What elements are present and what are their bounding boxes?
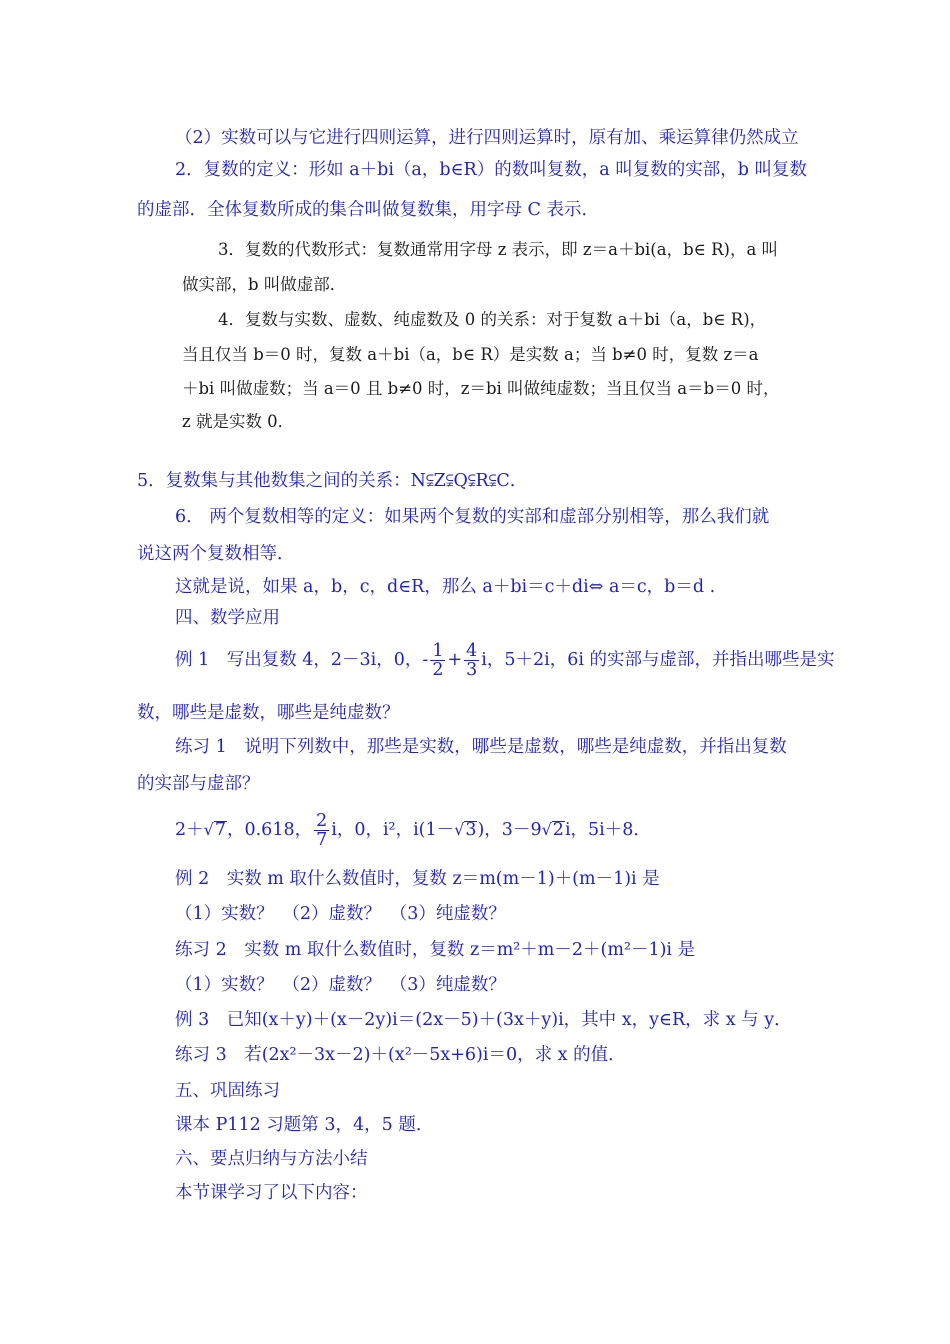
text-line: 3．复数的代数形式：复数通常用字母 z 表示，即 z＝a＋bi(a，b∈ R)，a 叫 xyxy=(218,240,779,259)
text-line: 做实部，b 叫做虚部． xyxy=(182,275,347,294)
exercise-1-numbers xyxy=(175,808,651,852)
text-line: 练习 2 实数 m 取什么数值时，复数 z＝m²＋m－2＋(m²－1)i 是 xyxy=(175,940,696,960)
text-line: 练习 3 若(2x²－3x－2)＋(x²－5x+6)i＝0，求 x 的值． xyxy=(175,1045,626,1065)
fraction-numerator: 4 xyxy=(466,641,478,661)
example-1 xyxy=(175,638,835,682)
sqrt-radicand: 7 xyxy=(214,820,226,840)
text-line: 课本 P112 习题第 3，4，5 题． xyxy=(175,1115,434,1135)
sqrt-radicand: 2 xyxy=(552,820,564,840)
text-run: ，0.618， xyxy=(226,820,313,840)
fraction-numerator: 2 xyxy=(316,811,328,831)
fraction-denominator: 2 xyxy=(432,660,444,680)
section-heading: 五、巩固练习 xyxy=(175,1081,280,1101)
fraction xyxy=(314,812,329,849)
text-line: 练习 1 说明下列数中，那些是实数，哪些是虚数，哪些是纯虚数，并指出复数 xyxy=(175,737,787,757)
text-run: 2＋ xyxy=(175,820,204,840)
sqrt-sign: √ xyxy=(454,820,465,839)
text-line: 这就是说，如果 a，b，c，d∈R，那么 a＋bi＝c＋di⇔ a＝c，b＝d . xyxy=(175,577,716,597)
text-run: 例 1 写出复数 4，2－3i，0，- xyxy=(175,650,429,670)
sqrt-sign: √ xyxy=(541,820,552,839)
sqrt-sign: √ xyxy=(203,820,214,839)
text-line: 4．复数与实数、虚数、纯虚数及 0 的关系：对于复数 a＋bi（a，b∈ R)， xyxy=(218,310,767,329)
text-run: i，0，i²，i(1－ xyxy=(331,820,455,840)
fraction-numerator: 1 xyxy=(432,641,444,661)
text-line: （1）实数？ （2）虚数？ （3）纯虚数？ xyxy=(175,904,506,924)
text-line: 2．复数的定义：形如 a＋bi（a，b∈R）的数叫复数，a 叫复数的实部，b 叫复数 xyxy=(175,160,807,180)
text-line: 说这两个复数相等． xyxy=(137,544,295,564)
section-heading: 四、数学应用 xyxy=(175,608,280,628)
text-line: 当且仅当 b＝0 时，复数 a＋bi（a，b∈ R）是实数 a；当 b≠0 时，复数 z＝a xyxy=(182,345,759,364)
text-line: 5．复数集与其他数集之间的关系：N⫋Z⫋Q⫋R⫋C． xyxy=(137,471,528,491)
text-run: + xyxy=(447,650,463,670)
fraction xyxy=(430,642,445,679)
text-line: 的实部与虚部？ xyxy=(137,774,260,794)
text-line: 的虚部．全体复数所成的集合叫做复数集，用字母 C 表示． xyxy=(137,200,600,220)
fraction-denominator: 7 xyxy=(316,830,328,850)
text-line: 本节课学习了以下内容： xyxy=(175,1183,368,1203)
text-line: 例 2 实数 m 取什么数值时，复数 z＝m(m－1)＋(m－1)i 是 xyxy=(175,869,660,889)
text-run: )，3－9 xyxy=(477,820,542,840)
text-line: 例 3 已知(x＋y)＋(x－2y)i＝(2x－5)＋(3x＋y)i，其中 x，y∈R，求 x 与 y． xyxy=(175,1010,792,1030)
sqrt-radicand: 3 xyxy=(465,820,477,840)
text-line: 6． 两个复数相等的定义：如果两个复数的实部和虚部分别相等，那么我们就 xyxy=(175,507,770,527)
fraction-denominator: 3 xyxy=(466,660,478,680)
text-run: i，5i＋8． xyxy=(564,820,651,840)
text-line: 数，哪些是虚数，哪些是纯虚数？ xyxy=(137,703,400,723)
text-run: i，5＋2i，6i 的实部与虚部，并指出哪些是实 xyxy=(481,650,835,670)
text-line: （1）实数？ （2）虚数？ （3）纯虚数？ xyxy=(175,975,506,995)
section-heading: 六、要点归纳与方法小结 xyxy=(175,1149,368,1169)
text-line: （2）实数可以与它进行四则运算，进行四则运算时，原有加、乘运算律仍然成立 xyxy=(175,128,799,148)
text-line: ＋bi 叫做虚数；当 a＝0 且 b≠0 时，z＝bi 叫做纯虚数；当且仅当 a＝b＝0 时， xyxy=(182,379,780,398)
fraction xyxy=(464,642,479,679)
text-line: z 就是实数 0． xyxy=(182,412,295,431)
